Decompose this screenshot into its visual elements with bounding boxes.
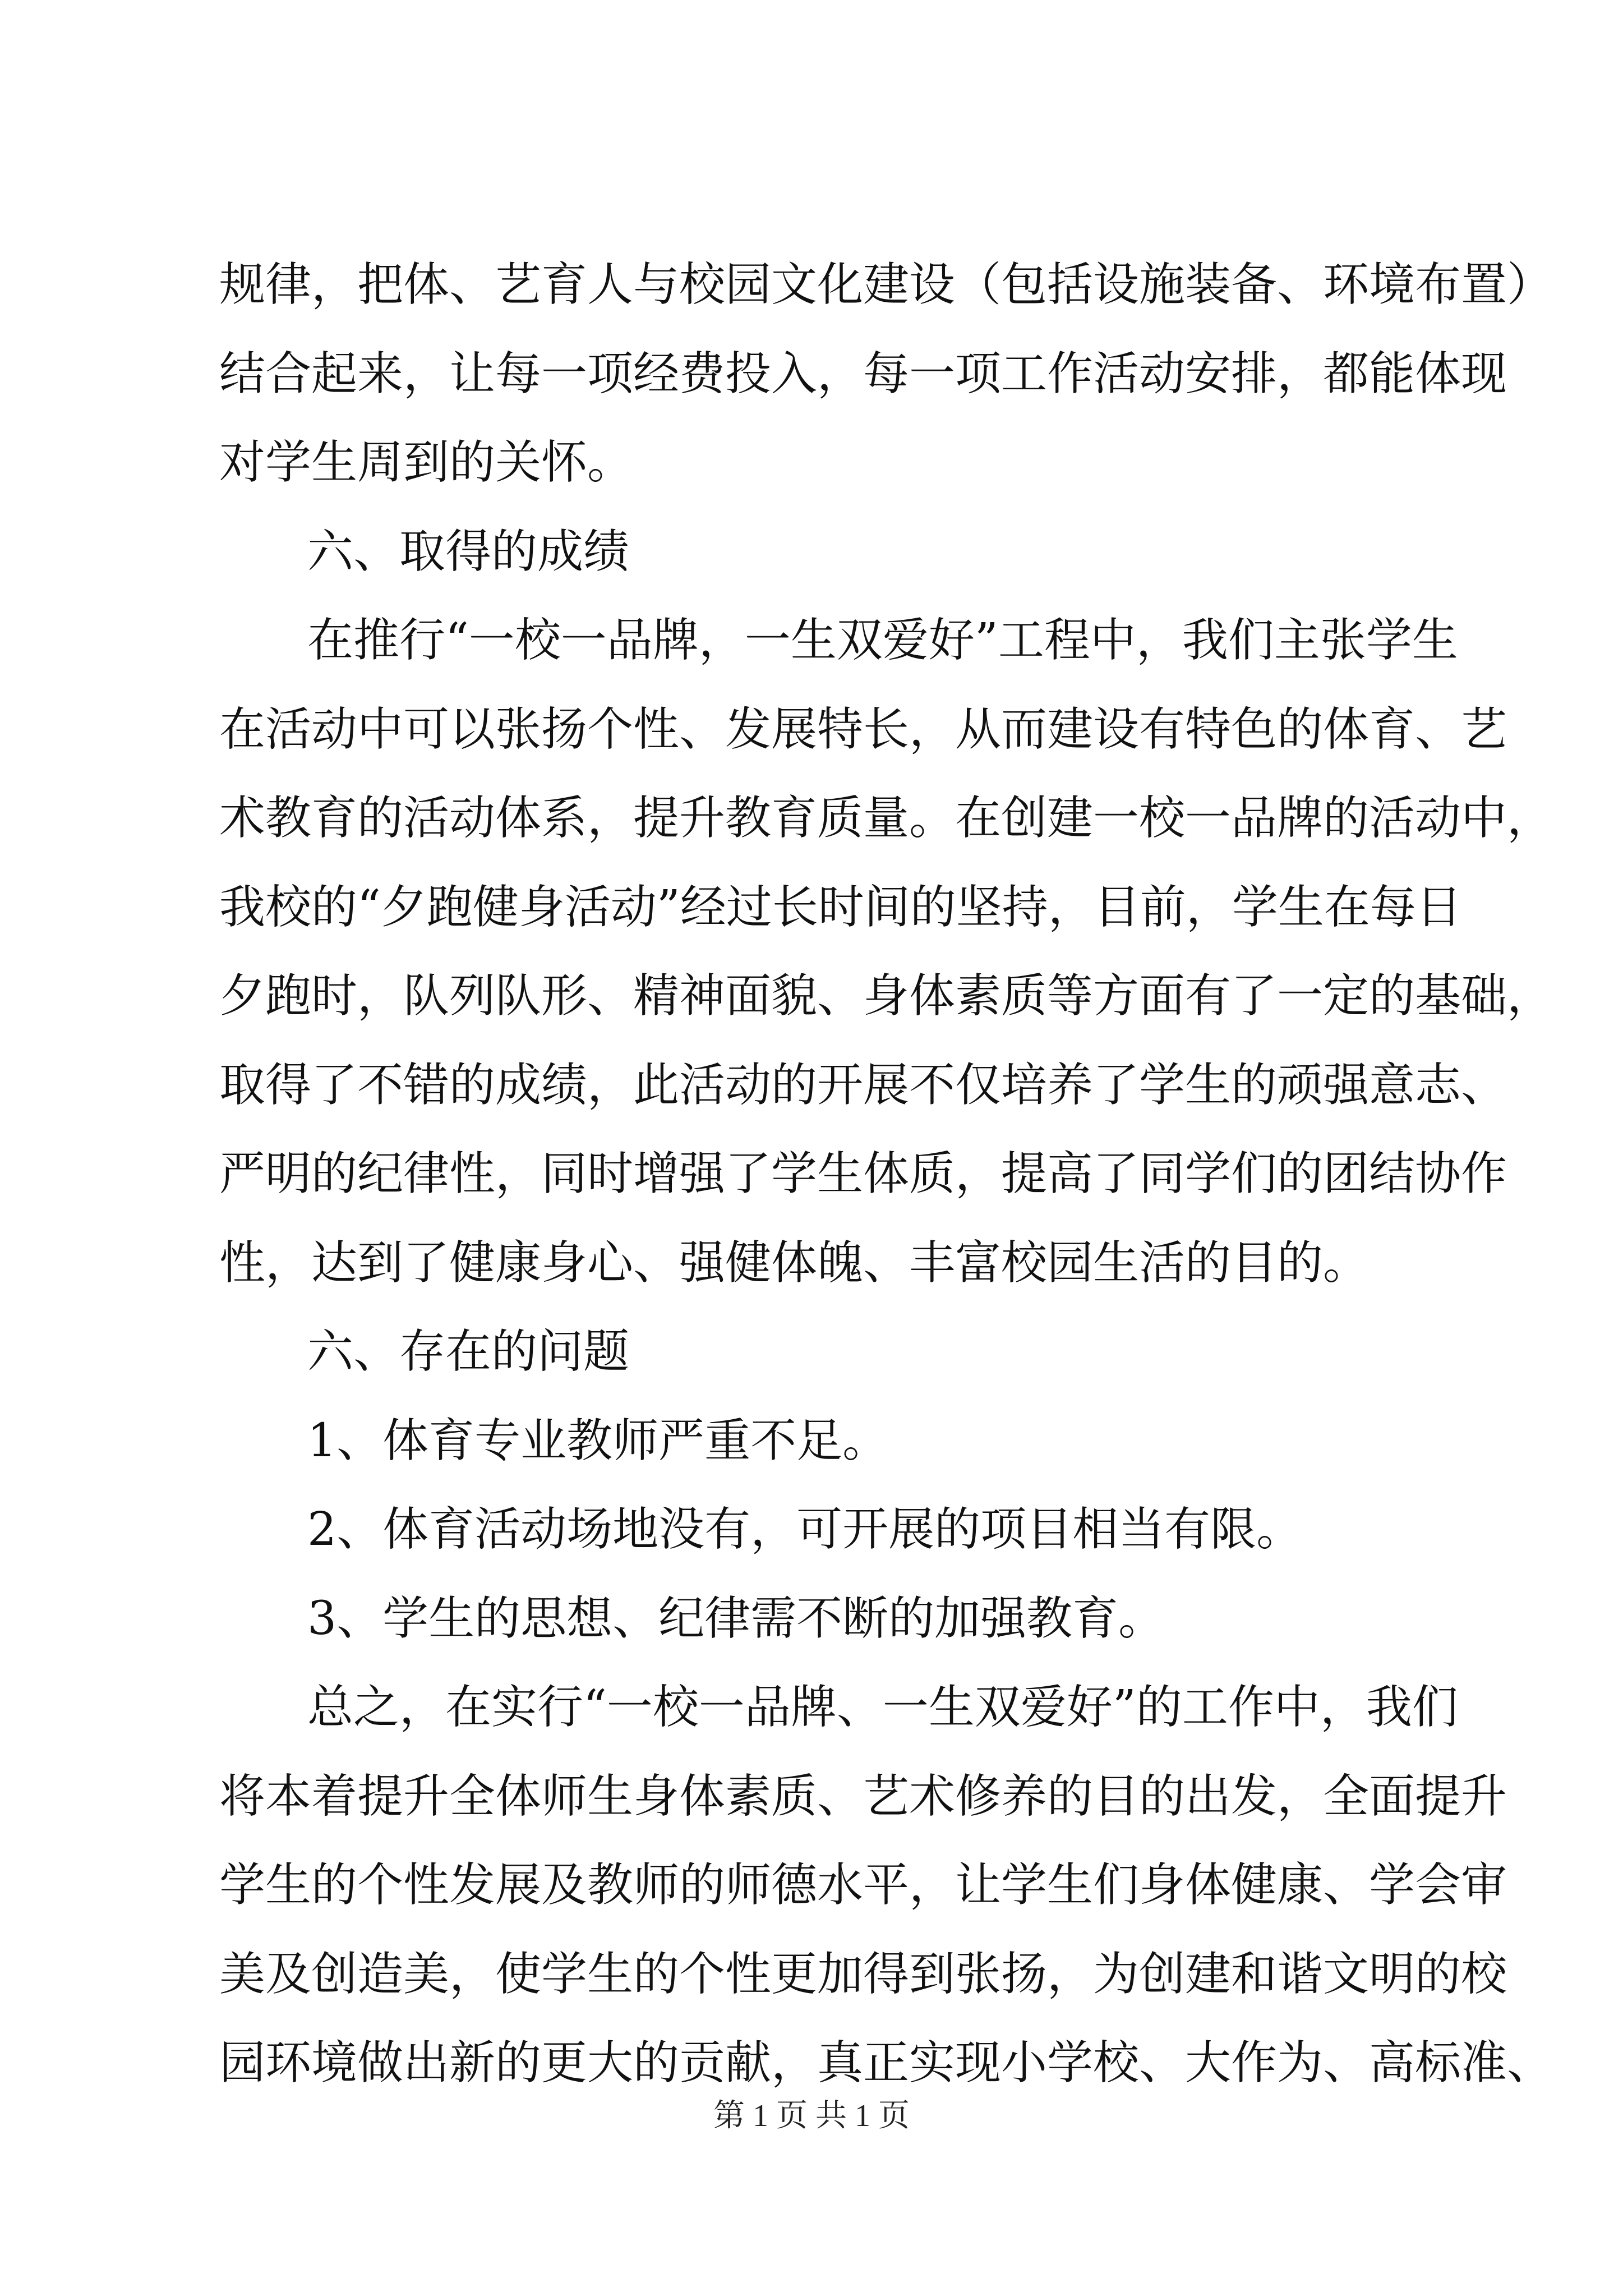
text-line: 在推行“一校一品牌，一生双爱好”工程中，我们主张学生 bbox=[307, 614, 1458, 667]
text-line: 园环境做出新的更大的贡献，真正实现小学校、大作为、高标准、 bbox=[219, 2036, 1553, 2090]
list-item: 3、学生的思想、纪律需不断的加强教育。 bbox=[307, 1592, 1165, 1645]
text-line: 我校的“夕跑健身活动”经过长时间的坚持，目前，学生在每日 bbox=[219, 881, 1462, 934]
text-line: 结合起来，让每一项经费投入，每一项工作活动安排，都能体现 bbox=[219, 347, 1507, 401]
text-line: 术教育的活动体系，提升教育质量。在创建一校一品牌的活动中， bbox=[219, 792, 1553, 845]
section-heading: 六、取得的成绩 bbox=[307, 525, 630, 578]
text-line: 总之，在实行“一校一品牌、一生双爱好”的工作中，我们 bbox=[307, 1681, 1458, 1734]
list-item: 1、体育专业教师严重不足。 bbox=[307, 1414, 889, 1467]
text-line: 严明的纪律性，同时增强了学生体质，提高了同学们的团结协作 bbox=[219, 1147, 1507, 1200]
text-line: 性，达到了健康身心、强健体魄、丰富校园生活的目的。 bbox=[219, 1236, 1370, 1290]
text-line: 取得了不错的成绩，此活动的开展不仅培养了学生的顽强意志、 bbox=[219, 1059, 1507, 1112]
text-line: 对学生周到的关怀。 bbox=[219, 436, 634, 489]
list-item: 2、体育活动场地没有，可开展的项目相当有限。 bbox=[307, 1503, 1303, 1556]
page-footer: 第 1 页 共 1 页 bbox=[713, 2099, 910, 2133]
text-line: 美及创造美，使学生的个性更加得到张扬，为创建和谐文明的校 bbox=[219, 1948, 1507, 2001]
text-line: 夕跑时，队列队形、精神面貌、身体素质等方面有了一定的基础， bbox=[219, 969, 1553, 1023]
section-heading: 六、存在的问题 bbox=[307, 1325, 630, 1378]
text-line: 将本着提升全体师生身体素质、艺术修养的目的出发，全面提升 bbox=[219, 1770, 1507, 1823]
text-line: 在活动中可以张扬个性、发展特长，从而建设有特色的体育、艺 bbox=[219, 703, 1507, 756]
text-line: 学生的个性发展及教师的师德水平，让学生们身体健康、学会审 bbox=[219, 1858, 1507, 1912]
text-line: 规律，把体、艺育人与校园文化建设（包括设施装备、环境布置） bbox=[219, 258, 1553, 311]
